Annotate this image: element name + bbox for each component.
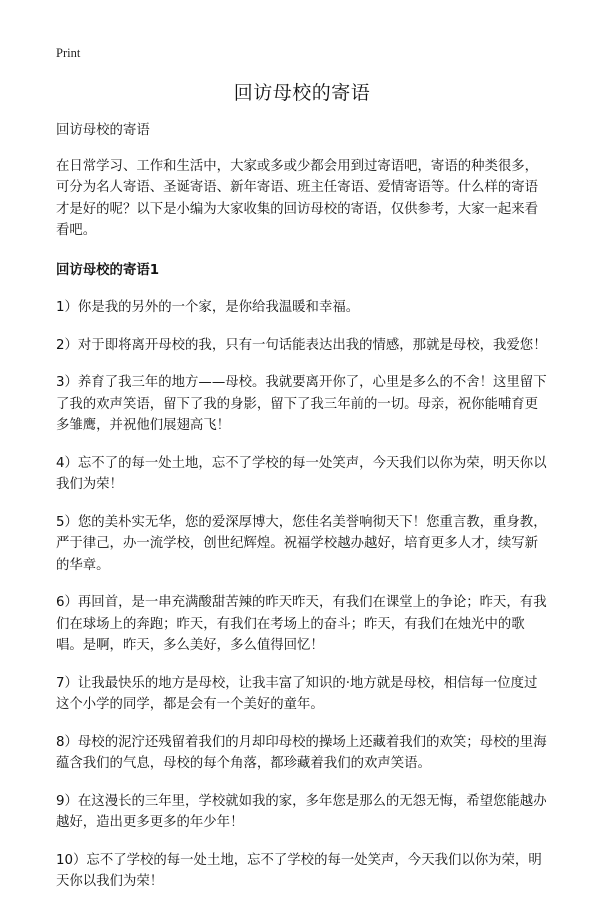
list-item: 8）母校的泥泞还残留着我们的月却印母校的操场上还藏着我们的欢笑；母校的里海蕴含我们的气息，母校的每个角落，都珍藏着我们的欢声笑语。 bbox=[56, 734, 547, 771]
list-item: 9）在这漫长的三年里，学校就如我的家，多年您是那么的无怨无悔，希望您能越办越好，造出更多更多的年少年！ bbox=[56, 793, 547, 830]
list-item: 2）对于即将离开母校的我，只有一句话能表达出我的情感，那就是母校，我爱您！ bbox=[56, 337, 547, 353]
article-subtitle: 回访母校的寄语 bbox=[56, 123, 150, 138]
page-title: 回访母校的寄语 bbox=[233, 82, 371, 104]
list-item: 5）您的美朴实无华，您的爱深厚博大，您佳名美誉响彻天下！您重言教，重身教，严于律己，办一流学校，创世纪辉煌。祝福学校越办越好，培育更多人才，续写新的华章。 bbox=[56, 514, 547, 573]
list-item: 6）再回首，是一串充满酸甜苦辣的昨天昨天，有我们在课堂上的争论；昨天，有我们在球场上的奔跑；昨天，有我们在考场上的奋斗；昨天，有我们在烛光中的歌唱。是啊，昨天，多么美好，多么值得回忆！ bbox=[56, 595, 547, 653]
list-item: 10）忘不了学校的每一处土地，忘不了学校的每一处笑声，今天我们以你为荣，明天你以我们为荣！ bbox=[56, 852, 542, 889]
article-body bbox=[56, 120, 548, 909]
list-item: 1）你是我的另外的一个家，是你给我温暖和幸福。 bbox=[56, 300, 360, 315]
list-item: 4）忘不了的每一处土地，忘不了学校的每一处笑声，今天我们以你为荣，明天你以我们为荣！ bbox=[56, 455, 547, 492]
list-item: 3）养育了我三年的地方——母校。我就要离开你了，心里是多么的不舍！这里留下了我的欢声笑语，留下了我的身影，留下了我三年前的一切。母亲，祝你能哺育更多雏鹰，并祝他们展翅高飞！ bbox=[56, 375, 547, 433]
section-heading: 回访母校的寄语1 bbox=[56, 262, 160, 278]
list-item: 7）让我最快乐的地方是母校，让我丰富了知识的·地方就是母校，相信每一位度过这个小学的同学，都是会有一个美好的童年。 bbox=[56, 675, 538, 712]
print-link[interactable]: Print bbox=[56, 46, 81, 60]
intro-paragraph: 在日常学习、工作和生活中，大家或多或少都会用到过寄语吧，寄语的种类很多，可分为名人寄语、圣诞寄语、新年寄语、班主任寄语、爱情寄语等。什么样的寄语才是好的呢？以下是小编为大家收集的回访母校的寄语，仅供参考，大家一起来看看吧。 bbox=[56, 158, 539, 238]
